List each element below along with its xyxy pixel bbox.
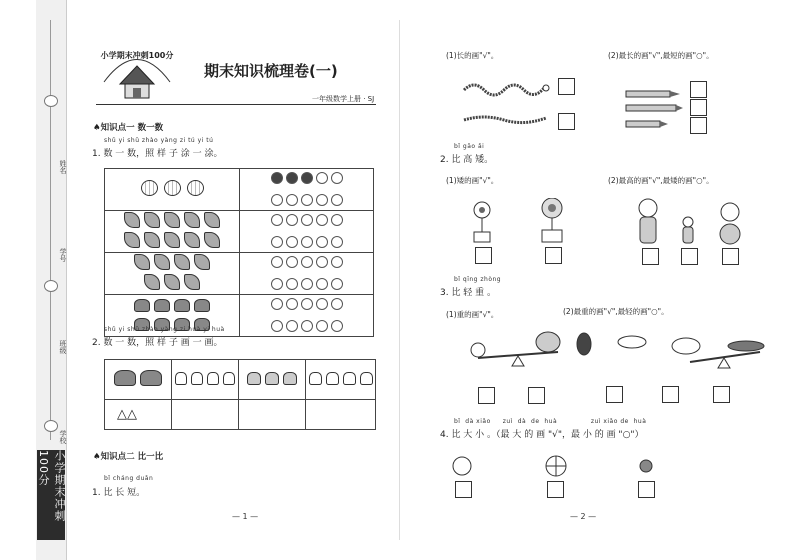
circle-cell [240, 211, 374, 253]
leaf-icon [154, 254, 170, 270]
question-4: 4. 比 大 小 。（最 大 的 画 "√"，最 小 的 画 "○"） [440, 430, 644, 440]
answer-box[interactable] [545, 247, 562, 264]
balance-scale [462, 328, 572, 370]
leaf-icon [184, 274, 200, 290]
logo-text: 小学期末冲刺100分 [100, 51, 174, 60]
pumpkin-icon [187, 180, 204, 196]
sub-question: (1)长的画"√"。 [446, 51, 499, 60]
circle-cell [240, 169, 374, 211]
leaf-icon [144, 274, 160, 290]
rhino-icon [283, 372, 297, 385]
student-id-label: 学号 [59, 248, 67, 262]
circle-cell [240, 253, 374, 295]
sub-question: (1)重的画"√"。 [446, 310, 499, 319]
count-draw-table [104, 359, 376, 430]
question-2: 2. 比 高 矮。 [440, 155, 494, 165]
pumpkin-icon [141, 180, 158, 196]
tree-icon [164, 232, 180, 248]
draw-cell[interactable] [239, 400, 306, 430]
strip-line [50, 20, 51, 440]
draw-cell[interactable] [306, 400, 376, 430]
series-banner: 小学期末冲刺100分 [37, 450, 65, 540]
rhino-icon [265, 372, 279, 385]
binding-hole [44, 280, 58, 292]
answer-box[interactable] [681, 248, 698, 265]
tree-icon [144, 232, 160, 248]
page-number: — 2 — [570, 512, 597, 521]
question-1: 1. 数 一 数，照 样 子 涂 一 涂。 [92, 149, 223, 159]
answer-box[interactable] [722, 248, 739, 265]
pinyin-line: bǐ cháng duǎn [104, 475, 154, 482]
goat-icon [175, 372, 187, 385]
pencil-images [624, 88, 684, 134]
section-heading: ♠知识点一 数一数 [93, 123, 164, 133]
example-shapes: △△ [105, 400, 172, 430]
sub-question: (2)最高的画"√",最矮的画"○"。 [608, 176, 714, 185]
sub-question: (2)最长的画"√",最短的画"○"。 [608, 51, 714, 60]
answer-box[interactable] [455, 481, 472, 498]
leaf-icon [194, 254, 210, 270]
leaf-icon [134, 254, 150, 270]
binding-hole [44, 420, 58, 432]
school-label: 学校 [59, 430, 67, 444]
rope-images [460, 76, 560, 126]
pinyin-line: bǐ qīng zhòng [454, 276, 502, 283]
page-subtitle: 一年级数学上册 · SJ [312, 95, 375, 103]
elephant-cell [105, 360, 172, 400]
question-1: 1. 比 长 短。 [92, 488, 146, 498]
answer-box[interactable] [638, 481, 655, 498]
page-number: — 1 — [232, 512, 259, 521]
pinyin-line: shǔ yi shǔ zhào yàng zi huà yi huà [104, 326, 225, 333]
question-3: 3. 比 轻 重 。 [440, 288, 497, 298]
sub-question: (2)最重的画"√",最轻的画"○"。 [563, 307, 669, 316]
pinyin-line: bǐ gāo ǎi [454, 143, 485, 150]
pinyin-line: bǐ dà xiǎo zuì dà de huà zuì xiǎo de huà [454, 418, 647, 425]
horse-cell [306, 360, 376, 400]
goat-icon [191, 372, 203, 385]
leaf-icon [174, 254, 190, 270]
answer-box[interactable] [478, 387, 495, 404]
tree-icon [124, 232, 140, 248]
sub-question: (1)矮的画"√"。 [446, 176, 499, 185]
leaf-icon [164, 274, 180, 290]
tree-icon [184, 212, 200, 228]
tree-icon [204, 232, 220, 248]
bird-icon [154, 299, 170, 312]
ball-images [450, 454, 710, 478]
bird-icon [174, 299, 190, 312]
tree-icon [144, 212, 160, 228]
tree-icon [184, 232, 200, 248]
answer-box[interactable] [662, 386, 679, 403]
bird-icon [194, 299, 210, 312]
answer-box[interactable] [558, 78, 575, 95]
answer-box[interactable] [690, 99, 707, 116]
goat-cell [172, 360, 239, 400]
section-heading: ♠知识点二 比一比 [93, 452, 164, 462]
answer-box[interactable] [690, 117, 707, 134]
tree-icon [124, 212, 140, 228]
count-color-table [104, 168, 374, 337]
fruit-cell [105, 169, 240, 211]
answer-box[interactable] [528, 387, 545, 404]
goat-icon [207, 372, 219, 385]
rhino-icon [247, 372, 261, 385]
tree-icon [204, 212, 220, 228]
bird-icon [134, 299, 150, 312]
name-label: 姓名 [59, 160, 67, 174]
vegetable-scale [570, 328, 770, 370]
horse-icon [343, 372, 356, 385]
goat-icon [223, 372, 235, 385]
tree-cell [105, 211, 240, 253]
tree-icon [164, 212, 180, 228]
leaf-cell [105, 253, 240, 295]
horse-icon [309, 372, 322, 385]
answer-box[interactable] [690, 81, 707, 98]
pumpkin-icon [164, 180, 181, 196]
answer-box[interactable] [558, 113, 575, 130]
answer-box[interactable] [547, 481, 564, 498]
answer-box[interactable] [642, 248, 659, 265]
horse-icon [360, 372, 373, 385]
draw-cell[interactable] [172, 400, 239, 430]
answer-box[interactable] [606, 386, 623, 403]
character-images [630, 196, 760, 252]
header-rule [96, 104, 376, 105]
rhino-cell [239, 360, 306, 400]
page-title: 期末知识梳理卷(一) [204, 62, 338, 80]
question-2: 2. 数 一 数，照 样 子 画 一 画。 [92, 338, 223, 348]
pinyin-line: shǔ yi shǔ zhào yàng zi tú yi tú [104, 137, 214, 144]
binding-hole [44, 95, 58, 107]
elephant-icon [140, 370, 162, 386]
right-page [400, 0, 800, 560]
answer-box[interactable] [713, 386, 730, 403]
class-label: 班级 [59, 340, 67, 354]
series-logo [96, 42, 178, 102]
answer-box[interactable] [475, 247, 492, 264]
flower-images [468, 198, 578, 246]
horse-icon [326, 372, 339, 385]
elephant-icon [114, 370, 136, 386]
circle-cell [240, 295, 374, 337]
